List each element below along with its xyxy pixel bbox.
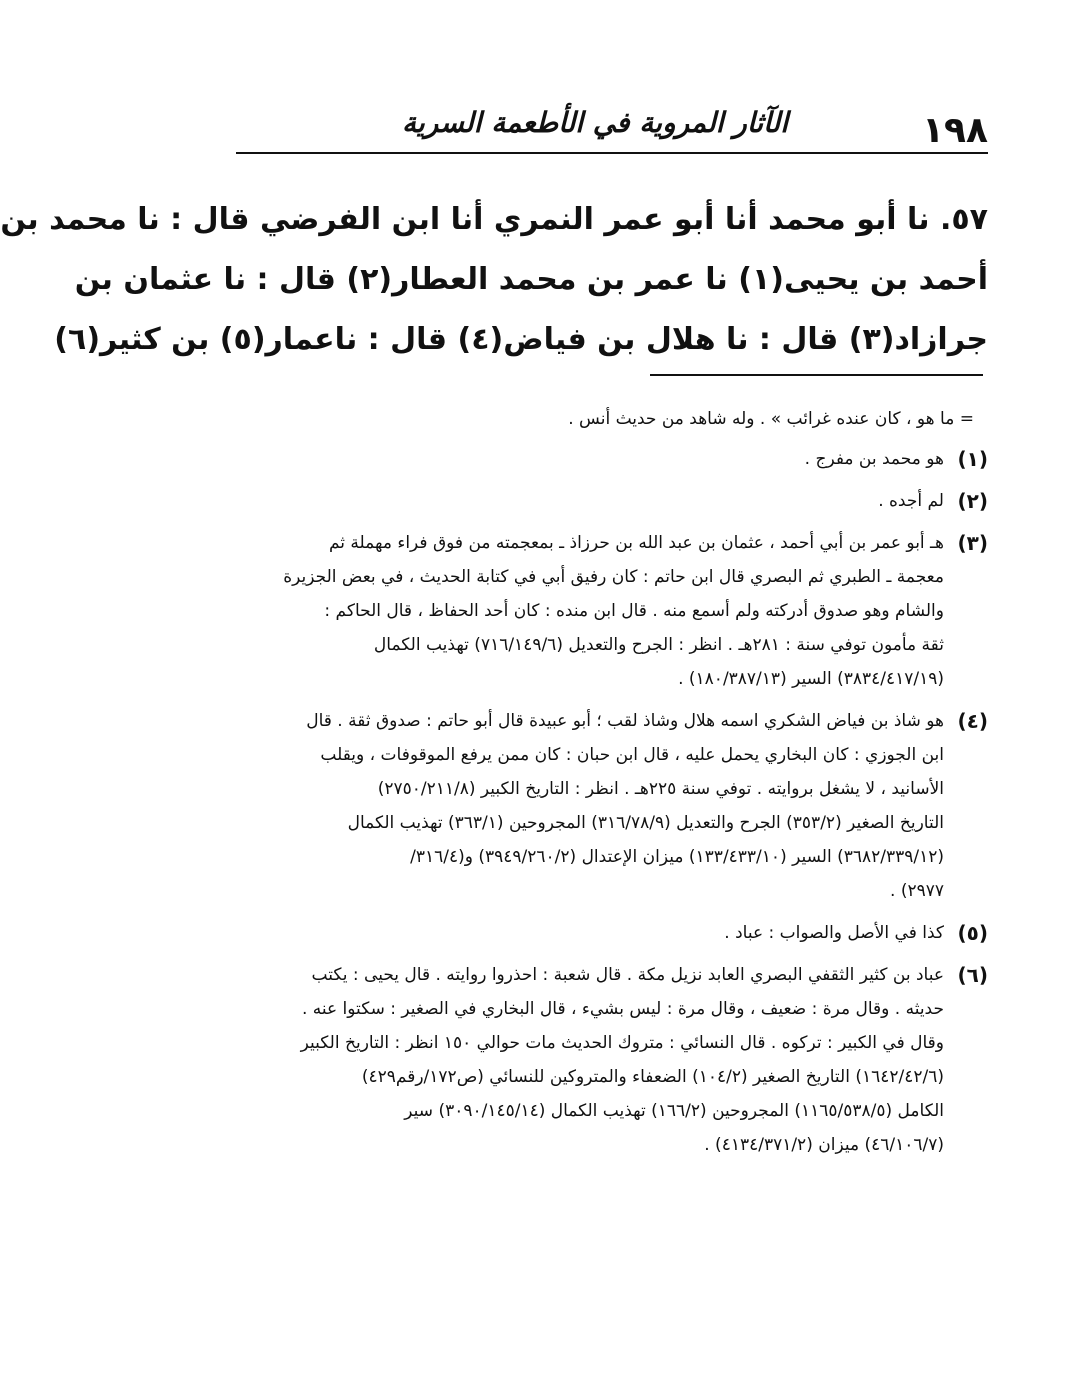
footnote-line: (١٦٤٢/٤٢/٦) التاريخ الصغير (١٠٤/٢) الضعفاء والمتروكين للنسائي (ص١٧٢/رقم٤٢٩) (361, 1067, 944, 1087)
footnote-body (236, 484, 944, 518)
footnote-number: (٢) (957, 489, 988, 513)
footnote-3 (236, 526, 988, 696)
footnote-line: لم أجده . (878, 491, 944, 511)
footnote-line: عباد بن كثير الثقفي البصري العابد نزيل مكة . قال شعبة : احذروا روايته . قال يحيى : يكتب (311, 965, 944, 985)
page-header (236, 96, 988, 156)
footnote-number: (٣) (957, 531, 988, 555)
footnote-line: الكامل (١١٦٥/٥٣٨/٥) المجروحين (١٦٦/٢) تهذيب الكمال (٣٠٩٠/١٤٥/١٤) سير (404, 1101, 944, 1121)
main-text-line: جرازاد(٣) قال : نا هلال بن فياض(٤) قال : ناعمار(٥) بن كثير(٦) (54, 322, 988, 357)
main-text-line: أحمد بن يحيى(١) نا عمر بن محمد العطار(٢) قال : نا عثمان بن (74, 262, 988, 297)
footnote-4 (236, 704, 988, 908)
footnote-line: والشام وهو صدوق أدركته ولم أسمع منه . قال ابن منده : كان أحد الحفاظ ، قال الحاكم : (324, 601, 944, 621)
footnote-number: (٥) (957, 921, 988, 945)
page-number: ١٩٨ (922, 110, 988, 151)
running-title: الآثار المروية في الأطعمة السرية (401, 106, 788, 139)
footnote-separator (650, 374, 983, 376)
footnotes (236, 402, 988, 1170)
footnote-number: (٦) (957, 963, 988, 987)
footnote-line: (٣٦٨٢/٣٣٩/١٢) السير (١٣٣/٤٣٣/١٠) ميزان الإعتدال (٣٩٤٩/٢٦٠/٢) و(٣١٦/٤/ (410, 847, 944, 867)
footnote-line: كذا في الأصل والصواب : عباد . (724, 923, 944, 943)
footnote-body (236, 958, 944, 1162)
main-text-line: ٥٧. نا أبو محمد أنا أبو عمر النمري أنا ابن الفرضي قال : نا محمد بن (0, 202, 988, 237)
footnote-line: ٢٩٧٧) . (890, 881, 944, 901)
footnote-5 (236, 916, 988, 950)
footnote-body (236, 442, 944, 476)
footnote-body (236, 704, 944, 908)
footnote-line: (٤٦/١٠٦/٧) ميزان (٤١٣٤/٣٧١/٢) . (704, 1135, 944, 1155)
footnote-line: وقال في الكبير : تركوه . قال النسائي : متروك الحديث مات حوالي ١٥٠ انظر : التاريخ الكبير (300, 1033, 944, 1053)
footnote-2 (236, 484, 988, 518)
footnote-body (236, 916, 944, 950)
footnote-6 (236, 958, 988, 1162)
main-text (0, 190, 988, 370)
footnote-line: ثقة مأمون توفي سنة : ٢٨١هـ . انظر : الجرح والتعديل (٧١٦/١٤٩/٦) تهذيب الكمال (373, 635, 944, 655)
header-rule (236, 152, 988, 154)
footnote-line: (٣٨٣٤/٤١٧/١٩) السير (١٨٠/٣٨٧/١٣) . (678, 669, 944, 689)
footnote-line: هو شاذ بن فياض الشكري اسمه هلال وشاذ لقب ؛ أبو عبيدة قال أبو حاتم : صدوق ثقة . قال (306, 711, 944, 731)
footnote-line: معجمة ـ الطبري ثم البصري قال ابن حاتم : كان رفيق أبي في كتابة الحديث ، في بعض الجزيرة (283, 567, 944, 587)
footnote-number: (٤) (957, 709, 988, 733)
footnote-body (236, 526, 944, 696)
footnote-continuation: = ما هو ، كان عنده غرائب » . وله شاهد من حديث أنس . (568, 409, 974, 429)
footnote-line: الأسانيد ، لا يشغل بروايته . توفي سنة ٢٢٥هـ . انظر : التاريخ الكبير (٢٧٥٠/٢١١/٨) (377, 779, 944, 799)
footnote-line: التاريخ الصغير (٣٥٣/٢) الجرح والتعديل (٣١٦/٧٨/٩) المجروحين (٣٦٣/١) تهذيب الكمال (347, 813, 944, 833)
footnote-1 (236, 442, 988, 476)
footnote-line: هـ أبو عمر بن أبي أحمد ، عثمان بن عبد الله بن حرزاذ ـ بمعجمته من فوق فراء مهملة ثم (328, 533, 944, 553)
footnote-number: (١) (957, 447, 988, 471)
footnote-line: هو محمد بن مفرج . (804, 449, 944, 469)
footnote-line: حديثه . وقال مرة : ضعيف ، وقال مرة : ليس بشيء ، قال البخاري في الصغير : سكتوا عنه . (301, 999, 944, 1019)
footnote-line: ابن الجوزي : كان البخاري يحمل عليه ، قال ابن حبان : كان ممن يرفع الموقوفات ، ويقلب (320, 745, 944, 765)
